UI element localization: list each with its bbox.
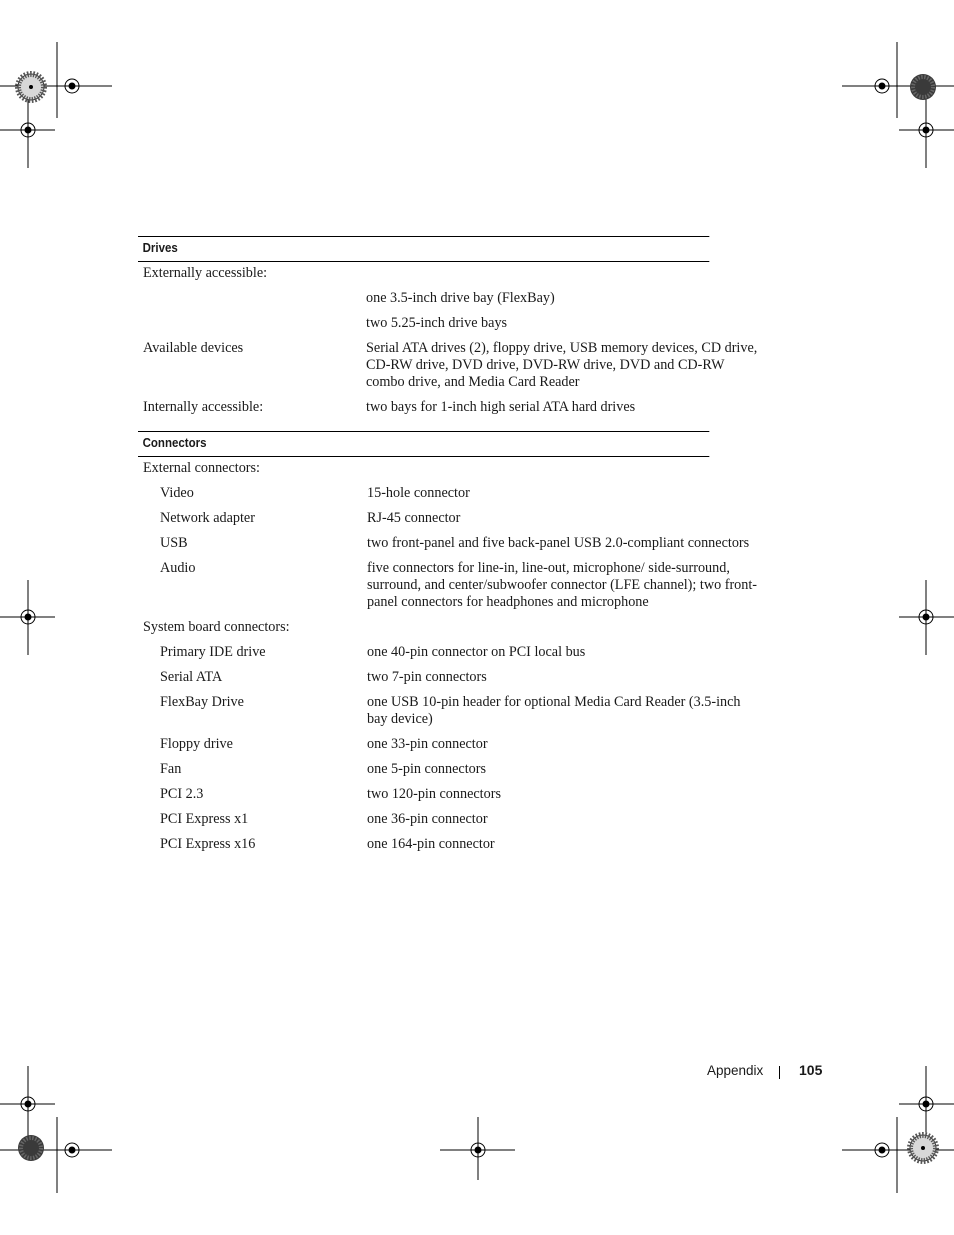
spec-row	[138, 736, 759, 753]
spec-label: Audio	[160, 560, 196, 576]
section-heading-connectors: Connectors	[138, 431, 709, 457]
spec-value	[366, 460, 758, 477]
spec-label: Serial ATA	[160, 669, 223, 685]
spec-value: two 120-pin connectors	[367, 786, 501, 802]
spec-row	[138, 836, 759, 853]
spec-label: USB	[160, 535, 188, 551]
spec-row	[138, 399, 759, 416]
spec-label: FlexBay Drive	[160, 694, 244, 710]
footer-divider	[779, 1066, 780, 1079]
spec-value: one 5-pin connectors	[367, 761, 486, 777]
spec-row	[138, 485, 759, 502]
spec-value: one 3.5-inch drive bay (FlexBay)	[366, 290, 555, 306]
spec-row	[138, 669, 759, 686]
drives-section	[138, 236, 759, 424]
spec-value: one 40-pin connector on PCI local bus	[367, 644, 586, 660]
spec-label: System board connectors:	[143, 619, 290, 635]
spec-label: Available devices	[143, 340, 244, 356]
spec-value: RJ-45 connector	[367, 510, 461, 526]
spec-label: PCI 2.3	[160, 786, 204, 802]
spec-value: two 5.25-inch drive bays	[366, 315, 508, 331]
spec-value: two 7-pin connectors	[367, 669, 487, 685]
spec-row	[138, 265, 759, 282]
spec-row	[138, 535, 759, 552]
page-number: 105	[799, 1062, 823, 1078]
spec-value: one 164-pin connector	[367, 836, 495, 852]
spec-value: one 36-pin connector	[367, 811, 488, 827]
spec-row	[138, 786, 759, 803]
spec-value: two bays for 1-inch high serial ATA hard drives	[366, 399, 636, 415]
spec-value: two front-panel and five back-panel USB 2.0-compliant connectors	[367, 535, 750, 551]
spec-label: Fan	[160, 761, 182, 777]
spec-row	[138, 340, 759, 391]
section-heading-drives: Drives	[138, 236, 709, 262]
spec-row	[138, 694, 759, 728]
spec-row	[138, 510, 759, 527]
connectors-section	[138, 431, 759, 861]
spec-label: Floppy drive	[160, 736, 233, 752]
spec-row	[138, 315, 759, 332]
spec-label: Video	[160, 485, 194, 501]
spec-row	[138, 644, 759, 661]
footer-section-name: Appendix	[707, 1063, 764, 1078]
spec-row	[138, 560, 759, 611]
drives-rows	[138, 262, 759, 416]
spec-value: Serial ATA drives (2), floppy drive, USB memory devices, CD drive, CD-RW drive, DVD drive, DVD-RW drive, DVD and CD-RW combo drive, and Media Card Reader	[366, 340, 758, 390]
spec-row	[138, 619, 759, 636]
spec-value: one USB 10-pin header for optional Media Card Reader (3.5-inch bay device)	[367, 694, 741, 727]
spec-label: Network adapter	[160, 510, 255, 526]
spec-row	[138, 460, 759, 477]
spec-row	[138, 290, 759, 307]
spec-value: five connectors for line-in, line-out, microphone/ side-surround, surround, and center/subwoofer connector (LFE channel); two front-panel connectors for headphones and microphone	[367, 560, 758, 610]
spec-label: Primary IDE drive	[160, 644, 266, 660]
connectors-rows	[138, 457, 759, 853]
spec-value	[367, 619, 759, 636]
spec-value	[366, 265, 758, 282]
spec-value: 15-hole connector	[367, 485, 470, 501]
spec-row	[138, 811, 759, 828]
spec-label: PCI Express x16	[160, 836, 256, 852]
spec-label: Internally accessible:	[143, 399, 264, 415]
spec-label: External connectors:	[143, 460, 260, 476]
spec-label: PCI Express x1	[160, 811, 249, 827]
spec-value: one 33-pin connector	[367, 736, 488, 752]
spec-row	[138, 761, 759, 778]
page-footer	[0, 1062, 954, 1082]
spec-label: Externally accessible:	[143, 265, 268, 281]
